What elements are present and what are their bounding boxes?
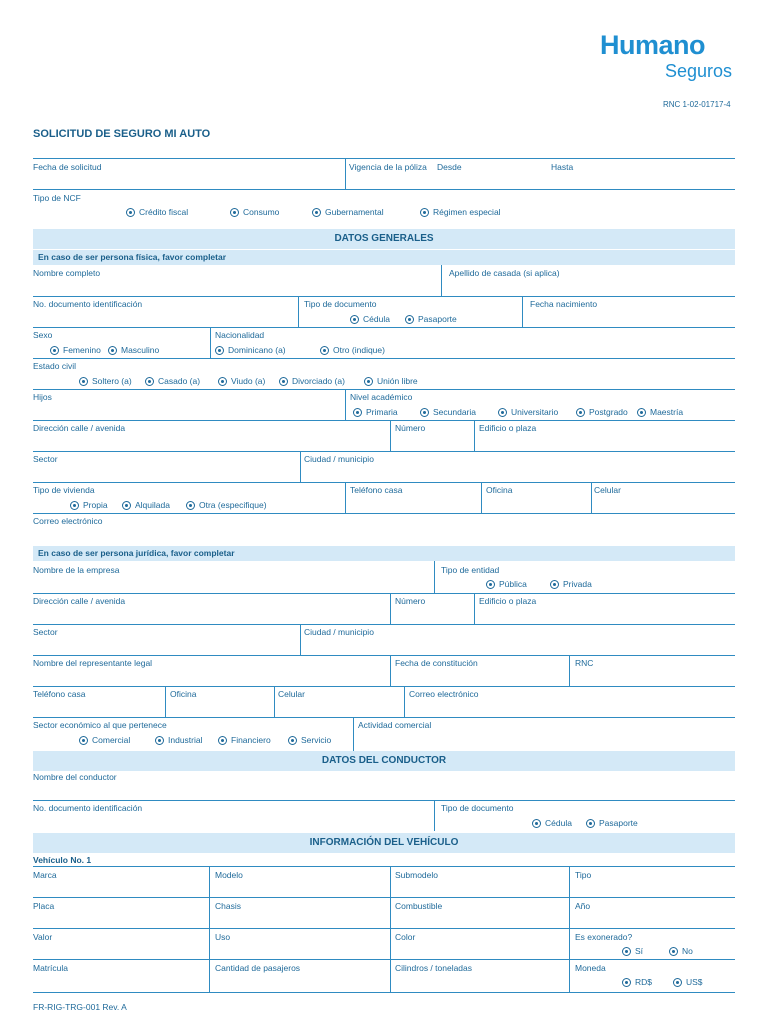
rule — [33, 327, 735, 328]
option-label: Financiero — [231, 735, 271, 745]
option-label: Industrial — [168, 735, 203, 745]
radio-icon — [622, 978, 631, 987]
radio-femenino[interactable] — [50, 345, 101, 355]
page-title: SOLICITUD DE SEGURO MI AUTO — [33, 128, 211, 140]
rule — [474, 593, 475, 624]
field-tipo-documento: Tipo de documento — [304, 299, 377, 309]
rule — [210, 327, 211, 358]
radio-icon — [637, 408, 646, 417]
radio-publica[interactable] — [486, 579, 527, 589]
radio-soltero[interactable] — [79, 376, 132, 386]
field-tipo-ncf: Tipo de NCF — [33, 193, 81, 203]
radio-moneda-us[interactable] — [673, 977, 703, 987]
field-exonerado: Es exonerado? — [575, 932, 633, 942]
field-celular[interactable]: Celular — [594, 485, 621, 495]
option-label: Gubernamental — [325, 207, 384, 217]
radio-casado[interactable] — [145, 376, 200, 386]
field-hasta[interactable]: Hasta — [551, 162, 574, 172]
option-label: Divorciado (a) — [292, 376, 345, 386]
rule — [300, 624, 301, 655]
option-label: Masculino — [121, 345, 160, 355]
option-label: Postgrado — [589, 407, 628, 417]
radio-icon — [122, 501, 131, 510]
radio-icon — [70, 501, 79, 510]
section-title: DATOS GENERALES — [334, 233, 434, 244]
field-tipo-vehiculo[interactable]: Tipo — [575, 870, 592, 880]
radio-icon — [673, 978, 682, 987]
field-nombre-empresa[interactable]: Nombre de la empresa — [33, 565, 120, 575]
rule — [522, 296, 523, 327]
radio-dominicano[interactable] — [215, 345, 286, 355]
rule — [33, 800, 735, 801]
field-oficina-empresa[interactable]: Oficina — [170, 689, 197, 699]
option-label: Alquilada — [135, 500, 170, 510]
field-submodelo[interactable]: Submodelo — [395, 870, 439, 880]
field-cantidad-pasajeros[interactable]: Cantidad de pasajeros — [215, 963, 301, 973]
radio-icon — [498, 408, 507, 417]
radio-otra-vivienda[interactable] — [186, 500, 267, 510]
rule — [33, 158, 735, 159]
radio-icon — [108, 346, 117, 355]
radio-icon — [79, 377, 88, 386]
field-sexo: Sexo — [33, 330, 53, 340]
rule — [390, 655, 391, 686]
option-label: Pasaporte — [418, 314, 457, 324]
rule — [390, 593, 391, 624]
rule — [298, 296, 299, 327]
option-label: Pública — [499, 579, 527, 589]
field-desde[interactable]: Desde — [437, 162, 462, 172]
option-label: Privada — [563, 579, 592, 589]
field-cilindros[interactable]: Cilindros / toneladas — [395, 963, 473, 973]
radio-icon — [218, 377, 227, 386]
radio-cedula[interactable] — [350, 314, 390, 324]
field-ciudad[interactable]: Ciudad / municipio — [304, 454, 374, 464]
field-moneda: Moneda — [575, 963, 606, 973]
rule — [33, 992, 735, 993]
subsection-title: En caso de ser persona jurídica, favor completar — [38, 548, 235, 558]
field-marca[interactable]: Marca — [33, 870, 57, 880]
radio-icon — [486, 580, 495, 589]
option-label: RD$ — [635, 977, 653, 987]
rule — [33, 482, 735, 483]
rule — [33, 717, 735, 718]
radio-icon — [353, 408, 362, 417]
field-fecha-constitucion[interactable]: Fecha de constitución — [395, 658, 478, 668]
field-edificio[interactable]: Edificio o plaza — [479, 423, 537, 433]
radio-regimen-especial[interactable] — [420, 207, 501, 217]
field-estado-civil: Estado civil — [33, 361, 76, 371]
field-nombre-conductor[interactable]: Nombre del conductor — [33, 772, 117, 782]
radio-icon — [50, 346, 59, 355]
radio-moneda-rd[interactable] — [622, 977, 652, 987]
field-direccion-empresa[interactable]: Dirección calle / avenida — [33, 596, 126, 606]
rule — [33, 189, 735, 190]
option-label: US$ — [686, 977, 703, 987]
rule — [434, 561, 435, 593]
radio-comercial[interactable] — [79, 735, 130, 745]
radio-icon — [155, 736, 164, 745]
radio-icon — [669, 947, 678, 956]
option-label: Cédula — [363, 314, 390, 324]
field-sector-empresa[interactable]: Sector — [33, 627, 58, 637]
rule — [481, 482, 482, 513]
field-nombre-completo[interactable]: Nombre completo — [33, 268, 101, 278]
field-nacionalidad: Nacionalidad — [215, 330, 265, 340]
radio-icon — [622, 947, 631, 956]
radio-icon — [532, 819, 541, 828]
rule — [33, 655, 735, 656]
rule — [353, 717, 354, 751]
radio-icon — [350, 315, 359, 324]
section-title: DATOS DEL CONDUCTOR — [321, 755, 447, 766]
radio-universitario[interactable] — [498, 407, 558, 417]
radio-masculino[interactable] — [108, 345, 159, 355]
radio-financiero[interactable] — [218, 735, 271, 745]
option-label: Universitario — [511, 407, 559, 417]
radio-icon — [79, 736, 88, 745]
field-vigencia: Vigencia de la póliza — [349, 162, 427, 172]
field-no-documento-conductor[interactable]: No. documento identificación — [33, 803, 143, 813]
rule — [33, 593, 735, 594]
vehicle-number: Vehículo No. 1 — [33, 855, 92, 865]
field-matricula[interactable]: Matrícula — [33, 963, 68, 973]
field-hijos[interactable]: Hijos — [33, 392, 52, 402]
field-fecha-nacimiento[interactable]: Fecha nacimiento — [530, 299, 598, 309]
rule — [209, 866, 210, 992]
radio-icon — [586, 819, 595, 828]
field-telefono-casa[interactable]: Teléfono casa — [350, 485, 403, 495]
rule — [434, 800, 435, 831]
rule — [569, 655, 570, 686]
logo-wordmark: Humano — [600, 30, 705, 60]
rule — [33, 866, 735, 867]
option-label: Pasaporte — [599, 818, 638, 828]
radio-exonerado-si[interactable] — [622, 946, 643, 956]
rule — [404, 686, 405, 717]
radio-icon — [364, 377, 373, 386]
section-info-vehiculo — [33, 833, 735, 853]
radio-pasaporte-conductor[interactable] — [586, 818, 638, 828]
rule — [33, 959, 735, 960]
radio-exonerado-no[interactable] — [669, 946, 693, 956]
radio-consumo[interactable] — [230, 207, 279, 217]
rule — [33, 686, 735, 687]
field-telefono-empresa[interactable]: Teléfono casa — [33, 689, 86, 699]
radio-credito-fiscal[interactable] — [126, 207, 188, 217]
radio-icon — [420, 208, 429, 217]
rule — [274, 686, 275, 717]
field-tipo-entidad: Tipo de entidad — [441, 565, 500, 575]
radio-icon — [320, 346, 329, 355]
field-numero[interactable]: Número — [395, 423, 426, 433]
form-code-footer: FR-RIG-TRG-001 Rev. A — [33, 1002, 127, 1012]
option-label: Comercial — [92, 735, 131, 745]
rule — [33, 624, 735, 625]
logo-subtitle: Seguros — [665, 61, 733, 81]
rule — [390, 866, 391, 992]
radio-propia[interactable] — [70, 500, 108, 510]
company-logo — [600, 30, 740, 86]
radio-servicio[interactable] — [288, 735, 331, 745]
radio-industrial[interactable] — [155, 735, 203, 745]
field-sector[interactable]: Sector — [33, 454, 58, 464]
field-modelo[interactable]: Modelo — [215, 870, 243, 880]
rule — [33, 296, 735, 297]
rule — [33, 420, 735, 421]
radio-pasaporte[interactable] — [405, 314, 457, 324]
rule — [300, 451, 301, 482]
rule — [33, 451, 735, 452]
rnc-number: RNC 1-02-01717-4 — [663, 100, 731, 109]
field-uso[interactable]: Uso — [215, 932, 231, 942]
option-label: Cédula — [545, 818, 572, 828]
rule — [33, 513, 735, 514]
radio-icon — [230, 208, 239, 217]
subsection-persona-fisica — [33, 250, 735, 265]
option-label: Maestría — [650, 407, 684, 417]
field-actividad-comercial[interactable]: Actividad comercial — [358, 720, 432, 730]
field-direccion[interactable]: Dirección calle / avenida — [33, 423, 126, 433]
field-apellido-casada[interactable]: Apellido de casada (si aplica) — [449, 268, 560, 278]
field-sector-economico: Sector económico al que pertenece — [33, 720, 167, 730]
rule — [345, 158, 346, 189]
option-label: Régimen especial — [433, 207, 501, 217]
section-datos-conductor — [33, 751, 735, 771]
rule — [591, 482, 592, 513]
radio-secundaria[interactable] — [420, 407, 476, 417]
subsection-persona-juridica — [33, 546, 735, 561]
option-label: Soltero (a) — [92, 376, 132, 386]
radio-viudo[interactable] — [218, 376, 265, 386]
radio-cedula-conductor[interactable] — [532, 818, 572, 828]
radio-icon — [215, 346, 224, 355]
field-fecha-solicitud[interactable]: Fecha de solicitud — [33, 162, 102, 172]
radio-privada[interactable] — [550, 579, 592, 589]
radio-icon — [126, 208, 135, 217]
section-datos-generales — [33, 229, 735, 249]
field-tipo-documento-conductor: Tipo de documento — [441, 803, 514, 813]
radio-icon — [279, 377, 288, 386]
radio-icon — [312, 208, 321, 217]
radio-icon — [576, 408, 585, 417]
option-label: Dominicano (a) — [228, 345, 286, 355]
field-anio[interactable]: Año — [575, 901, 591, 911]
option-label: Servicio — [301, 735, 332, 745]
field-no-documento[interactable]: No. documento identificación — [33, 299, 143, 309]
radio-icon — [145, 377, 154, 386]
rule — [33, 897, 735, 898]
radio-gubernamental[interactable] — [312, 207, 384, 217]
rule — [345, 389, 346, 420]
field-edificio-empresa[interactable]: Edificio o plaza — [479, 596, 537, 606]
radio-icon — [218, 736, 227, 745]
field-oficina[interactable]: Oficina — [486, 485, 513, 495]
option-label: Femenino — [63, 345, 101, 355]
option-label: Unión libre — [377, 376, 418, 386]
field-numero-empresa[interactable]: Número — [395, 596, 426, 606]
field-celular-empresa[interactable]: Celular — [278, 689, 305, 699]
field-correo-empresa[interactable]: Correo electrónico — [409, 689, 479, 699]
field-chasis[interactable]: Chasis — [215, 901, 241, 911]
section-title: INFORMACIÓN DEL VEHÍCULO — [309, 837, 459, 848]
subsection-title: En caso de ser persona física, favor completar — [38, 252, 227, 262]
field-ciudad-empresa[interactable]: Ciudad / municipio — [304, 627, 374, 637]
radio-icon — [288, 736, 297, 745]
field-placa[interactable]: Placa — [33, 901, 55, 911]
field-valor[interactable]: Valor — [33, 932, 53, 942]
radio-icon — [420, 408, 429, 417]
rule — [345, 482, 346, 513]
rule — [33, 358, 735, 359]
radio-icon — [405, 315, 414, 324]
field-nivel-academico: Nivel académico — [350, 392, 413, 402]
option-label: No — [682, 946, 693, 956]
rule — [441, 265, 442, 296]
radio-otro-nacionalidad[interactable] — [320, 345, 385, 355]
rule — [474, 420, 475, 451]
option-label: Crédito fiscal — [139, 207, 189, 217]
radio-icon — [550, 580, 559, 589]
option-label: Consumo — [243, 207, 280, 217]
rule — [569, 866, 570, 992]
radio-union-libre[interactable] — [364, 376, 418, 386]
radio-primaria[interactable] — [353, 407, 398, 417]
field-tipo-vivienda: Tipo de vivienda — [33, 485, 95, 495]
option-label: Propia — [83, 500, 108, 510]
field-correo[interactable]: Correo electrónico — [33, 516, 103, 526]
option-label: Viudo (a) — [231, 376, 266, 386]
option-label: Otro (indique) — [333, 345, 385, 355]
field-combustible[interactable]: Combustible — [395, 901, 443, 911]
option-label: Sí — [635, 946, 644, 956]
radio-divorciado[interactable] — [279, 376, 345, 386]
radio-alquilada[interactable] — [122, 500, 170, 510]
radio-maestria[interactable] — [637, 407, 683, 417]
rule — [33, 389, 735, 390]
rule — [165, 686, 166, 717]
field-representante-legal[interactable]: Nombre del representante legal — [33, 658, 153, 668]
rule — [33, 928, 735, 929]
option-label: Secundaria — [433, 407, 477, 417]
option-label: Otra (especifique) — [199, 500, 267, 510]
radio-icon — [186, 501, 195, 510]
field-color[interactable]: Color — [395, 932, 416, 942]
option-label: Casado (a) — [158, 376, 201, 386]
rule — [390, 420, 391, 451]
option-label: Primaria — [366, 407, 398, 417]
field-rnc-empresa[interactable]: RNC — [575, 658, 594, 668]
radio-postgrado[interactable] — [576, 407, 628, 417]
